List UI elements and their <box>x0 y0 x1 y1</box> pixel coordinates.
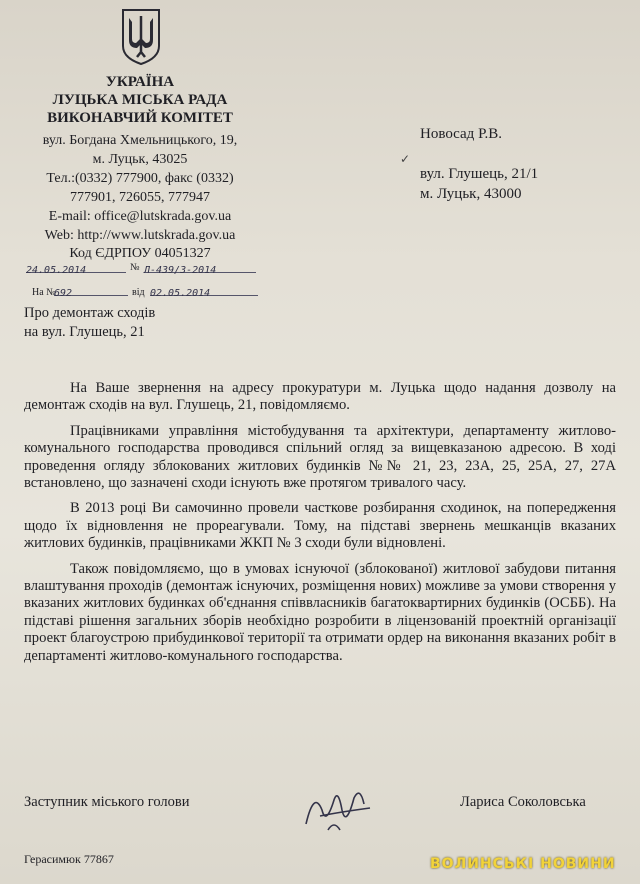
subject <box>24 304 155 342</box>
header-committee: ВИКОНАВЧИЙ КОМІТЕТ <box>47 110 233 126</box>
ref-label: На № <box>32 287 56 298</box>
body-paragraph-3: В 2013 році Ви самочинно провели часткове розбирання сходинок, на попередження щодо їх відновлення не прореагували. Тому, на підставі звернень мешканців вказаних житлових будинків, працівниками ЖКП № 3 сходи були відновлені. <box>24 500 616 552</box>
ref-number-line <box>54 283 128 299</box>
subject-line-1: Про демонтаж сходів <box>24 305 156 321</box>
executor: Герасимюк 77867 <box>24 852 114 866</box>
reg-number-line <box>144 260 256 276</box>
signature-position: Заступник міського голови <box>24 794 190 810</box>
body-paragraph-1: На Ваше звернення на адресу прокуратури м. Луцька щодо надання дозволу на демонтаж сходів на вул. Глушець, 21, повідомляємо. <box>24 380 616 414</box>
ref-number: 692 <box>54 288 73 299</box>
header-street: вул. Богдана Хмельницького, 19, <box>42 133 238 148</box>
recipient-name: Новосад Р.В. <box>420 126 503 142</box>
header-country: УКРАЇНА <box>105 74 175 90</box>
header-code: Код ЄДРПОУ 04051327 <box>69 246 211 261</box>
header-phone-2: 777901, 726055, 777947 <box>70 190 210 205</box>
header-city: м. Луцьк, 43025 <box>92 152 188 167</box>
check-mark-icon: ✓ <box>400 152 411 166</box>
reg-number-sign: № <box>130 262 140 273</box>
ref-date: 02.05.2014 <box>150 288 211 299</box>
handwritten-signature <box>300 780 380 836</box>
reg-date-line <box>26 260 126 276</box>
body-paragraph-2: Працівниками управління містобудування та архітектури, департаменту житлово-комунального господарства проводився спільний огляд за вищевказаною адресою. В ході проведення огляду зблокованих житлових будинків №№ 21, 23, 23А, 25, 25А, 27, 27А встановлено, що зазначені сходи існують вже протягом тривалого часу. <box>24 422 616 492</box>
subject-line-2: на вул. Глушець, 21 <box>24 324 145 340</box>
header-web: Web: http://www.lutskrada.gov.ua <box>44 228 236 243</box>
from-label: від <box>132 287 145 298</box>
ref-date-line <box>150 283 258 299</box>
watermark-logo: ВОЛИНСЬКІ НОВИНИ <box>430 856 616 872</box>
recipient-city: м. Луцьк, 43000 <box>420 186 522 202</box>
signature-name: Лариса Соколовська <box>460 794 586 810</box>
reg-date: 24.05.2014 <box>26 265 87 276</box>
header-council: ЛУЦЬКА МІСЬКА РАДА <box>52 92 228 108</box>
letter-body <box>24 380 616 673</box>
coat-of-arms-icon <box>120 8 162 66</box>
recipient-street: вул. Глушець, 21/1 <box>420 166 539 182</box>
body-paragraph-4: Також повідомляємо, що в умовах існуючої (зблокованої) житлової забудови питання влаштування проходів (демонтаж існуючих, розміщення нових) можливе за умови створення у вказаних житлових будинках об'єднання співвласників багатоквартирних будинків (ОСББ). На підставі рішення загальних зборів необхідно розробити в ліцензованій проектній організації проект благоустрою прибудинкової території та отримати ордер на виконання вказаних робіт в департаменті житлово-комунального господарства. <box>24 560 616 664</box>
header-email: E-mail: office@lutskrada.gov.ua <box>48 209 232 224</box>
reg-number: Л-439/3-2014 <box>144 265 217 276</box>
header-phone-1: Тел.:(0332) 777900, факс (0332) <box>46 171 234 186</box>
